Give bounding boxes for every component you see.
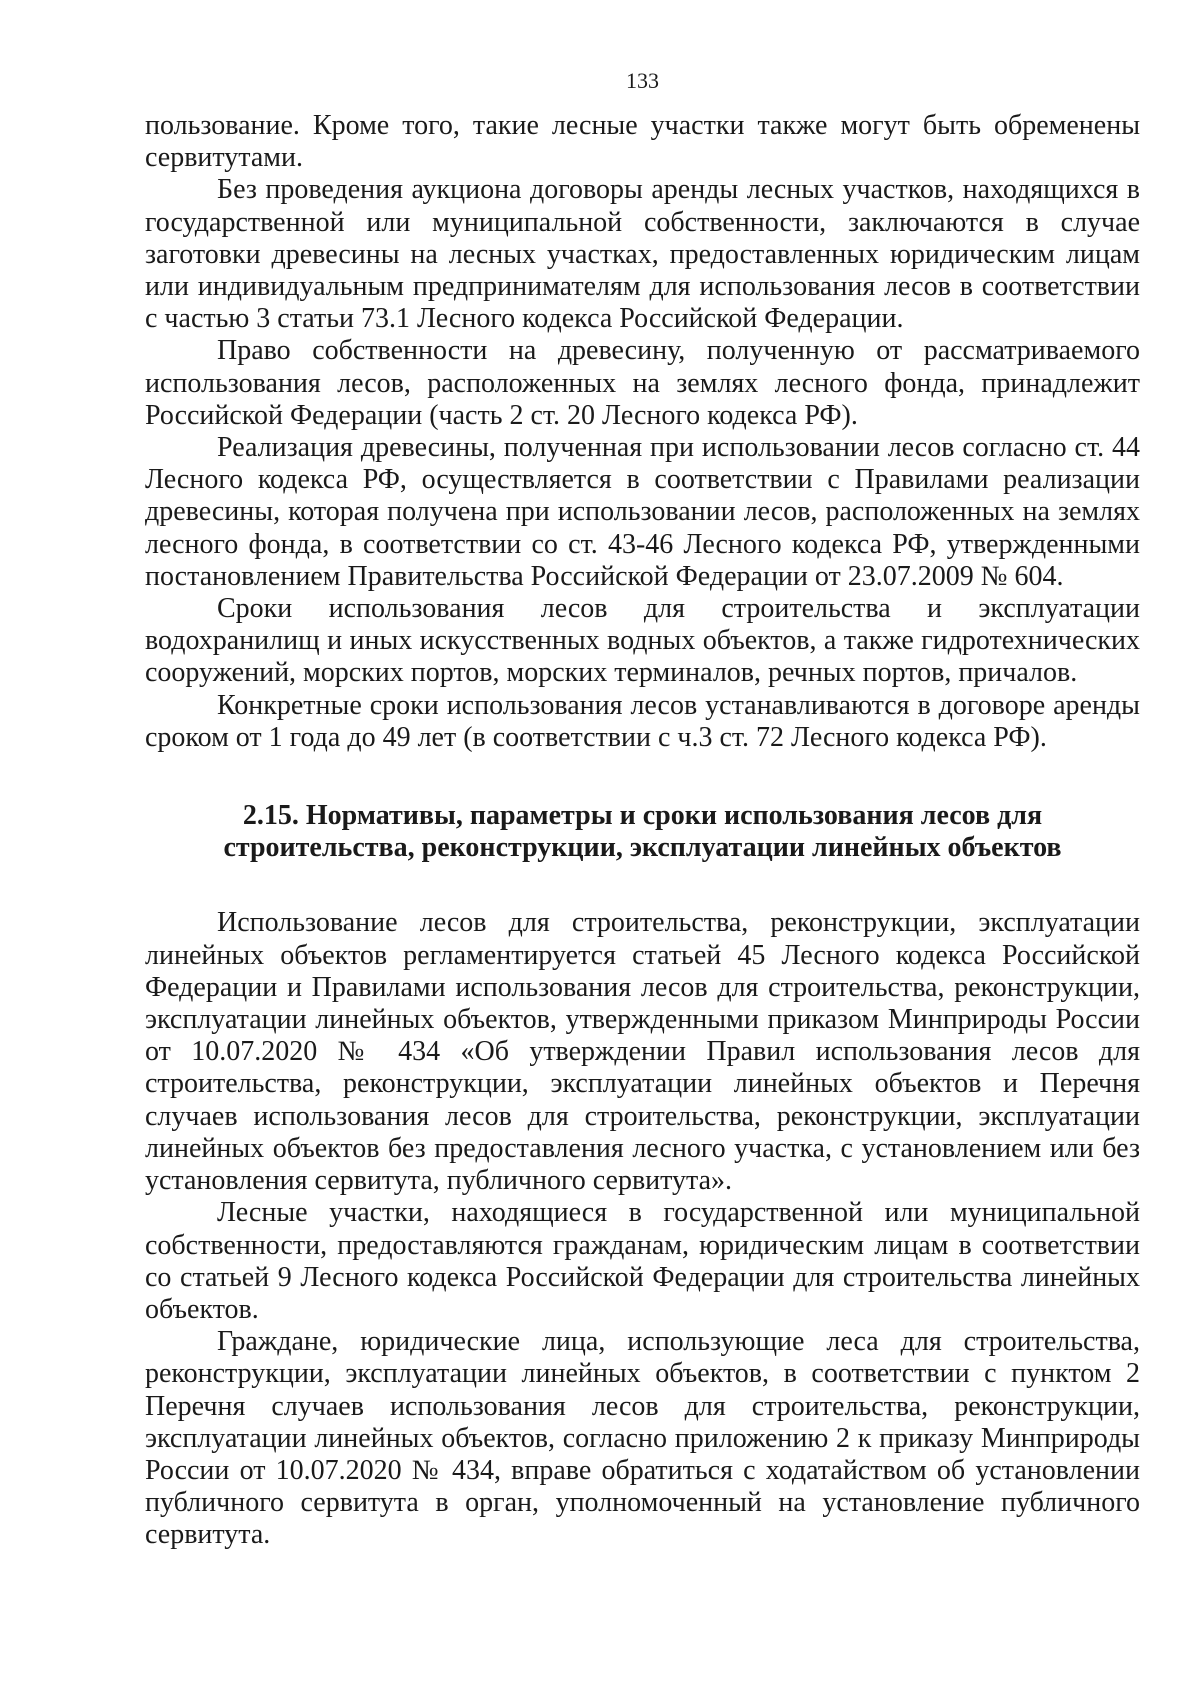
page-number: 133 [626, 68, 659, 93]
paragraph-linear-objects-regulation: Использование лесов для строительства, реконструкции, эксплуатации линейных объектов регламентируется статьей 45 Лесного кодекса Российской Федерации и Правилами использования лесов для строительства, реконструкции, эксплуатации линейных объектов, утвержденными приказом Минприроды России от 10.07.2020 № 434 «Об утверждении Правил использования лесов для строительства, реконструкции, эксплуатации линейных объектов и Перечня случаев использования лесов для строительства, реконструкции, эксплуатации линейных объектов без предоставления лесного участка, с установлением или без установления сервитута, публичного сервитута». [145, 907, 1140, 1197]
paragraph-wood-sale: Реализация древесины, полученная при использовании лесов согласно ст. 44 Лесного кодекса РФ, осуществляется в соответствии с Правилами реализации древесины, которая получена при использовании лесов, расположенных на землях лесного фонда, в соответствии со ст. 43-46 Лесного кодекса РФ, утвержденными постановлением Правительства Российской Федерации от 23.07.2009 № 604. [145, 432, 1140, 592]
paragraph-land-provision: Лесные участки, находящиеся в государственной или муниципальной собственности, предоставляются гражданам, юридическим лицам в соответствии со статьей 9 Лесного кодекса Российской Федерации для строительства линейных объектов. [145, 1197, 1140, 1325]
paragraph-continuation: пользование. Кроме того, такие лесные участки также могут быть обременены сервитутами. [145, 110, 1140, 174]
paragraph-public-servitude: Граждане, юридические лица, использующие леса для строительства, реконструкции, эксплуатации линейных объектов, в соответствии с пунктом 2 Перечня случаев использования лесов для строительства, реконструкции, эксплуатации линейных объектов, согласно приложению 2 к приказу Минприроды России от 10.07.2020 № 434, вправе обратиться с ходатайством об установлении публичного сервитута в орган, уполномоченный на установление публичного сервитута. [145, 1326, 1140, 1551]
paragraph-usage-terms: Сроки использования лесов для строительства и эксплуатации водохранилищ и иных искусственных водных объектов, а также гидротехнических сооружений, морских портов, морских терминалов, речных портов, причалов. [145, 593, 1140, 689]
document-page [145, 70, 1140, 1552]
paragraph-auction-exemption: Без проведения аукциона договоры аренды лесных участков, находящихся в государственной или муниципальной собственности, заключаются в случае заготовки древесины на лесных участках, предоставленных юридическим лицам или индивидуальным предпринимателям для использования лесов в соответствии с частью 3 статьи 73.1 Лесного кодекса Российской Федерации. [145, 174, 1140, 335]
section-heading: 2.15. Нормативы, параметры и сроки использования лесов для строительства, реконструкции, эксплуатации линейных объектов [223, 800, 1062, 864]
paragraph-wood-ownership: Право собственности на древесину, полученную от рассматриваемого использования лесов, расположенных на землях лесного фонда, принадлежит Российской Федерации (часть 2 ст. 20 Лесного кодекса РФ). [145, 335, 1140, 431]
paragraph-lease-terms: Конкретные сроки использования лесов устанавливаются в договоре аренды сроком от 1 года до 49 лет (в соответствии с ч.3 ст. 72 Лесного кодекса РФ). [145, 689, 1140, 753]
